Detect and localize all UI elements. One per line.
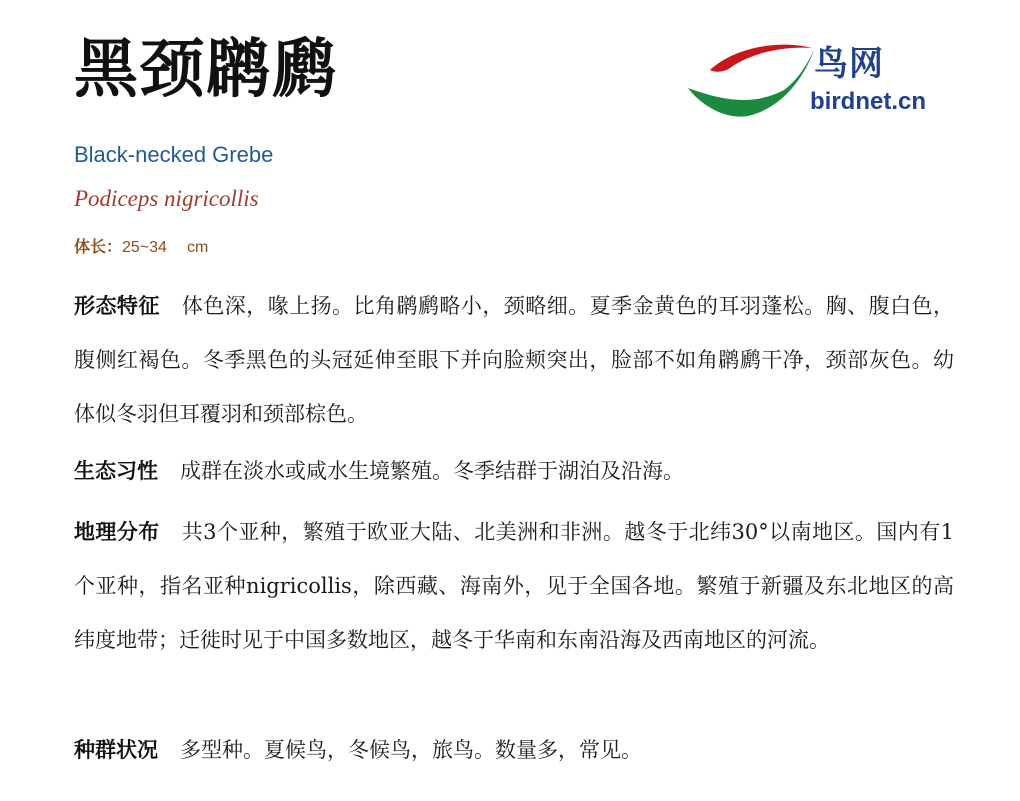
section-status-text: 多型种。夏候鸟，冬候鸟，旅鸟。数量多，常见。 [180,738,642,762]
section-status [74,723,954,777]
section-status-heading: 种群状况 [74,738,158,762]
section-habits [74,444,954,498]
section-habits-heading: 生态习性 [74,459,158,483]
section-distribution-text: 共3个亚种，繁殖于欧亚大陆、北美洲和非洲。越冬于北纬30°以南地区。国内有1个亚种，指名亚种nigricollis，除西藏、海南外，见于全国各地。繁殖于新疆及东北地区的高纬度地带；迁徙时见于中国多数地区，越冬于华南和东南沿海及西南地区的河流。 [74,520,954,652]
logo-chinese-text: 鸟网 [814,44,884,84]
species-name-english: Black-necked Grebe [74,142,274,167]
logo-domain-text: birdnet.cn [810,88,927,115]
body-length-value: 25~34 [122,239,167,256]
section-distribution [74,505,954,667]
species-title-chinese: 黑颈䴙䴘 [74,33,338,107]
section-morphology-text: 体色深，喙上扬。比角䴙䴘略小，颈略细。夏季金黄色的耳羽蓬松。胸、腹白色，腹侧红褐色。冬季黑色的头冠延伸至眼下并向脸颊突出，脸部不如角䴙䴘干净，颈部灰色。幼体似冬羽但耳覆羽和颈部棕色。 [74,294,955,426]
section-habits-text: 成群在淡水或咸水生境繁殖。冬季结群于湖泊及沿海。 [180,459,684,483]
birdnet-swoosh-icon [686,38,816,118]
birdnet-logo[interactable] [686,38,927,118]
section-distribution-heading: 地理分布 [74,520,160,544]
body-length [74,236,208,260]
section-morphology [74,279,954,441]
section-morphology-heading: 形态特征 [74,294,160,318]
species-name-scientific: Podiceps nigricollis [74,186,259,211]
body-length-unit: cm [186,239,209,256]
body-length-label: 体长： [74,239,123,256]
